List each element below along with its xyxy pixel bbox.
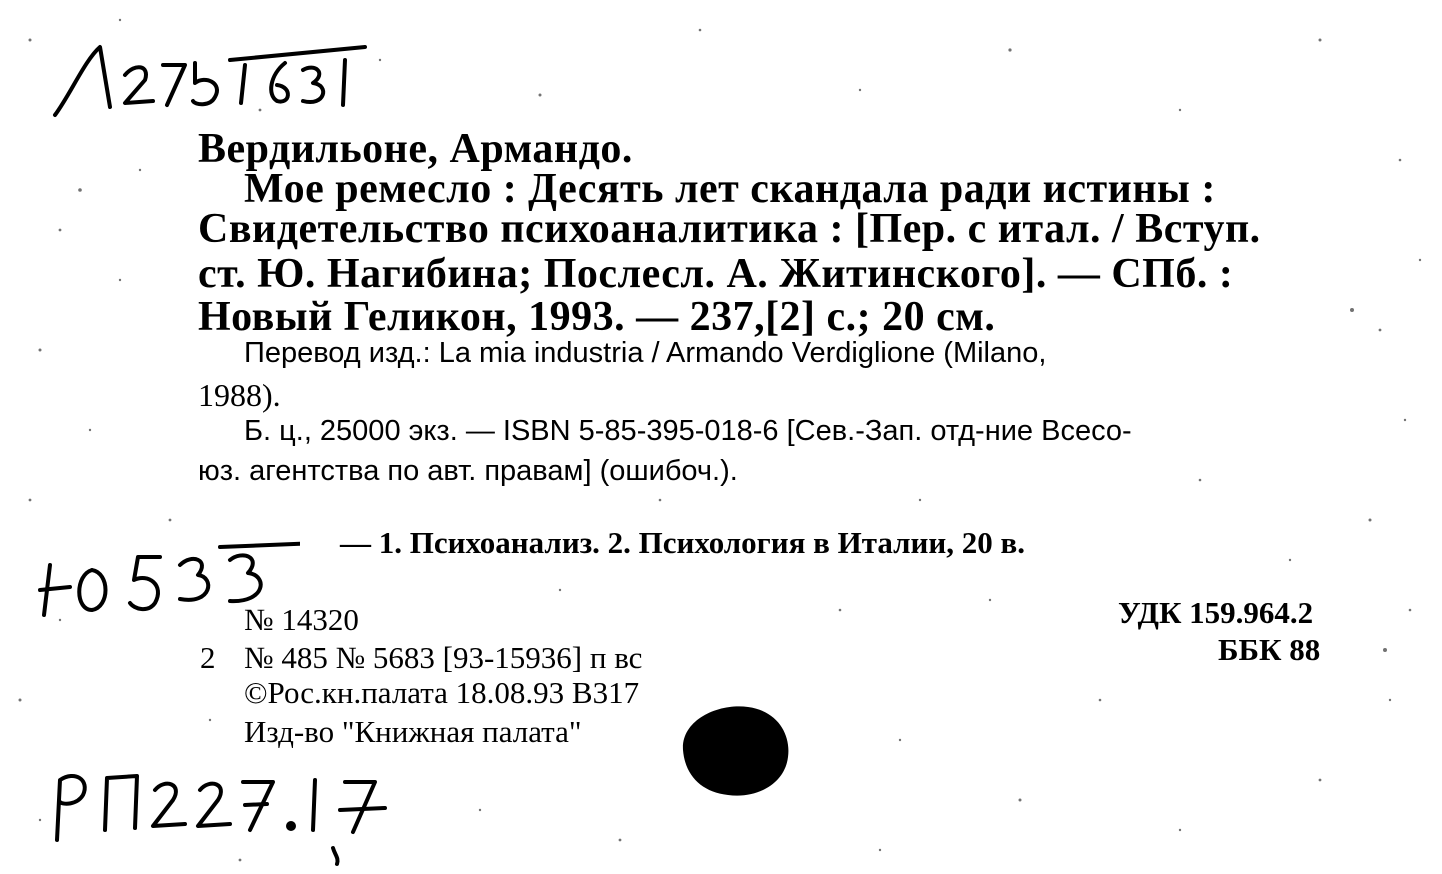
- title-line-1: Мое ремесло : Десять лет скандала ради истины :: [244, 166, 1216, 212]
- note-line-2: 1988).: [198, 377, 281, 413]
- registration-number: № 14320: [244, 602, 359, 637]
- handwritten-shelfmark-bottom: [45, 760, 405, 874]
- title-line-4: Новый Геликон, 1993. — 237,[2] с.; 20 см.: [198, 294, 996, 340]
- title-line-2: Свидетельство психоаналитика : [Пер. с итал. / Вступ.: [198, 206, 1261, 252]
- subject-headings: — 1. Психоанализ. 2. Психология в Италии, 20 в.: [340, 525, 1025, 560]
- title-line-3: ст. Ю. Нагибина; Послесл. А. Житинского]. — СПб. :: [198, 251, 1234, 297]
- udk-index: УДК 159.964.2: [1118, 595, 1314, 630]
- registration-line-2: № 485 № 5683 [93-15936] п вс: [244, 640, 643, 675]
- copyright-line: ©Рос.кн.палата 18.08.93 В317: [244, 675, 640, 710]
- bbk-index: ББК 88: [1218, 632, 1321, 667]
- price-line-2: юз. агентства по авт. правам] (ошибоч.).: [198, 455, 738, 487]
- price-line-1: Б. ц., 25000 экз. — ISBN 5-85-395-018-6 [Сев.-Зап. отд-ние Всесо-: [244, 415, 1132, 447]
- note-line-1: Перевод изд.: La mia industria / Armando Verdiglione (Milano,: [244, 337, 1047, 369]
- publisher-line: Изд-во "Книжная палата": [244, 714, 582, 749]
- registration-line-prefix: 2: [200, 640, 216, 675]
- handwritten-shelfmark-top: [45, 35, 375, 130]
- ink-blot: [663, 695, 803, 805]
- author-heading: Вердильоне, Армандо.: [198, 126, 633, 172]
